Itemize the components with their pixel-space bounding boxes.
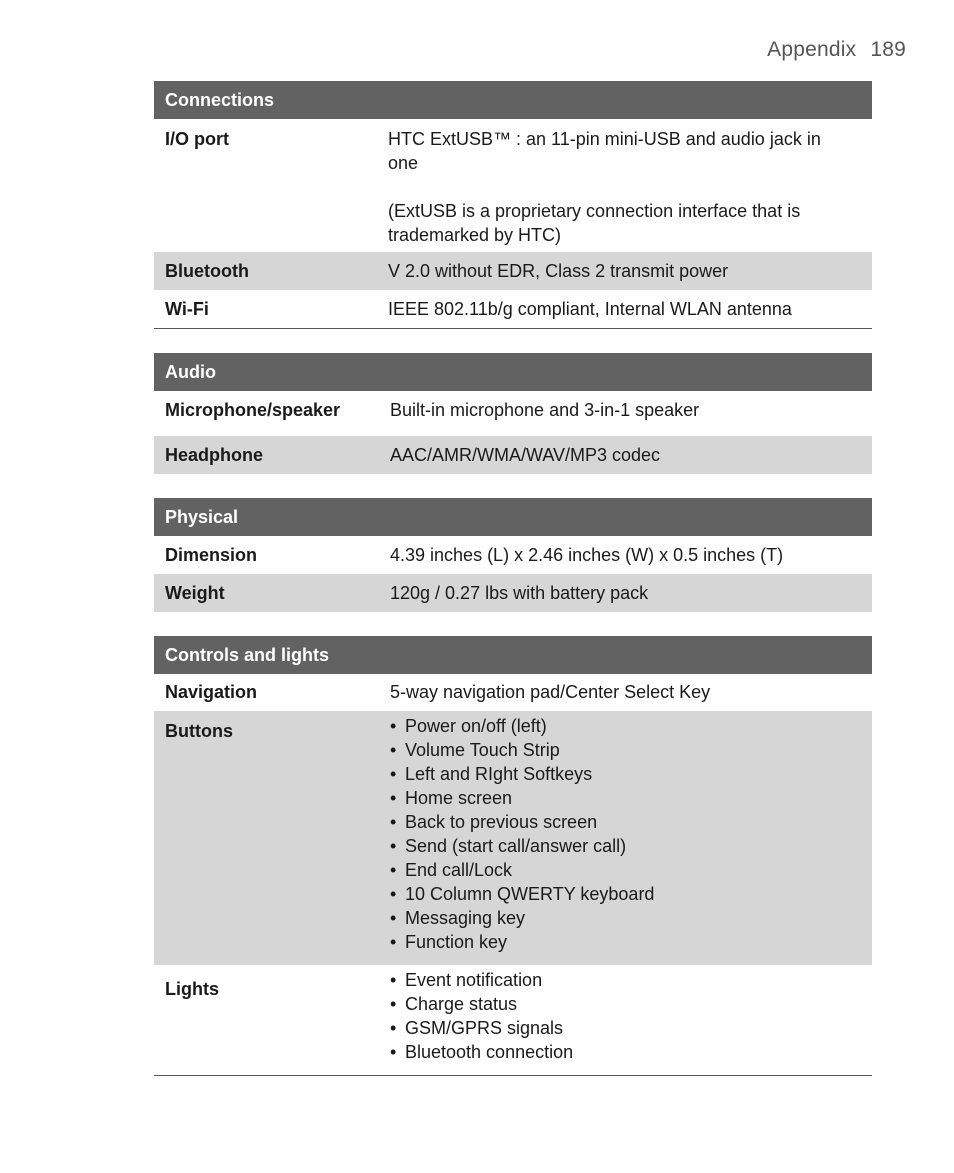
connections-header: Connections (154, 81, 872, 119)
list-item: • GSM/GPRS signals (390, 1016, 832, 1040)
io-port-value (388, 127, 872, 252)
list-item: • 10 Column QWERTY keyboard (390, 882, 832, 906)
list-item: • Power on/off (left) (390, 714, 832, 738)
audio-table (154, 353, 872, 474)
io-port-label: I/O port (165, 129, 229, 149)
lights-value (388, 968, 872, 1075)
io-port-value-line-1: HTC ExtUSB™ : an 11-pin mini-USB and audio jack in one (388, 129, 821, 173)
lights-list (390, 968, 832, 1064)
bluetooth-label: Bluetooth (165, 261, 249, 281)
audio-header: Audio (154, 353, 872, 391)
connections-table (154, 81, 872, 329)
io-port-value-line-2: (ExtUSB is a proprietary connection interface that is trademarked by HTC) (388, 201, 801, 245)
buttons-value (388, 714, 872, 965)
weight-value: 120g / 0.27 lbs with battery pack (390, 583, 649, 603)
navigation-row (154, 674, 872, 711)
list-item: • Bluetooth connection (390, 1040, 832, 1064)
list-item: • Send (start call/answer call) (390, 834, 832, 858)
lights-label: Lights (165, 979, 219, 999)
weight-label: Weight (165, 583, 225, 603)
controls-table (154, 636, 872, 1076)
microphone-row (154, 391, 872, 436)
microphone-value: Built-in microphone and 3-in-1 speaker (390, 400, 700, 420)
bluetooth-row (154, 252, 872, 290)
list-item: • Messaging key (390, 906, 832, 930)
wifi-value: IEEE 802.11b/g compliant, Internal WLAN antenna (388, 299, 792, 319)
page-number: 189 (870, 38, 906, 61)
controls-header: Controls and lights (154, 636, 872, 674)
lights-row (154, 965, 872, 1075)
list-item: • End call/Lock (390, 858, 832, 882)
headphone-value: AAC/AMR/WMA/WAV/MP3 codec (390, 445, 661, 465)
list-item: • Volume Touch Strip (390, 738, 832, 762)
physical-table (154, 498, 872, 612)
io-port-row (154, 119, 872, 252)
list-item: • Charge status (390, 992, 832, 1016)
list-item: • Function key (390, 930, 832, 954)
buttons-list (390, 714, 832, 954)
microphone-label: Microphone/speaker (165, 400, 341, 420)
headphone-row (154, 436, 872, 474)
section-name: Appendix (767, 38, 857, 61)
list-item: • Home screen (390, 786, 832, 810)
navigation-value: 5-way navigation pad/Center Select Key (390, 682, 711, 702)
physical-header: Physical (154, 498, 872, 536)
buttons-row (154, 711, 872, 965)
page-header (767, 38, 906, 62)
list-item: • Back to previous screen (390, 810, 832, 834)
dimension-row (154, 536, 872, 574)
bluetooth-value: V 2.0 without EDR, Class 2 transmit power (388, 261, 729, 281)
wifi-label: Wi-Fi (165, 299, 209, 319)
dimension-label: Dimension (165, 545, 258, 565)
wifi-row (154, 290, 872, 328)
navigation-label: Navigation (165, 682, 258, 702)
list-item: • Left and RIght Softkeys (390, 762, 832, 786)
weight-row (154, 574, 872, 612)
dimension-value: 4.39 inches (L) x 2.46 inches (W) x 0.5 inches (T) (390, 545, 784, 565)
headphone-label: Headphone (165, 445, 264, 465)
list-item: • Event notification (390, 968, 832, 992)
buttons-label: Buttons (165, 721, 233, 741)
